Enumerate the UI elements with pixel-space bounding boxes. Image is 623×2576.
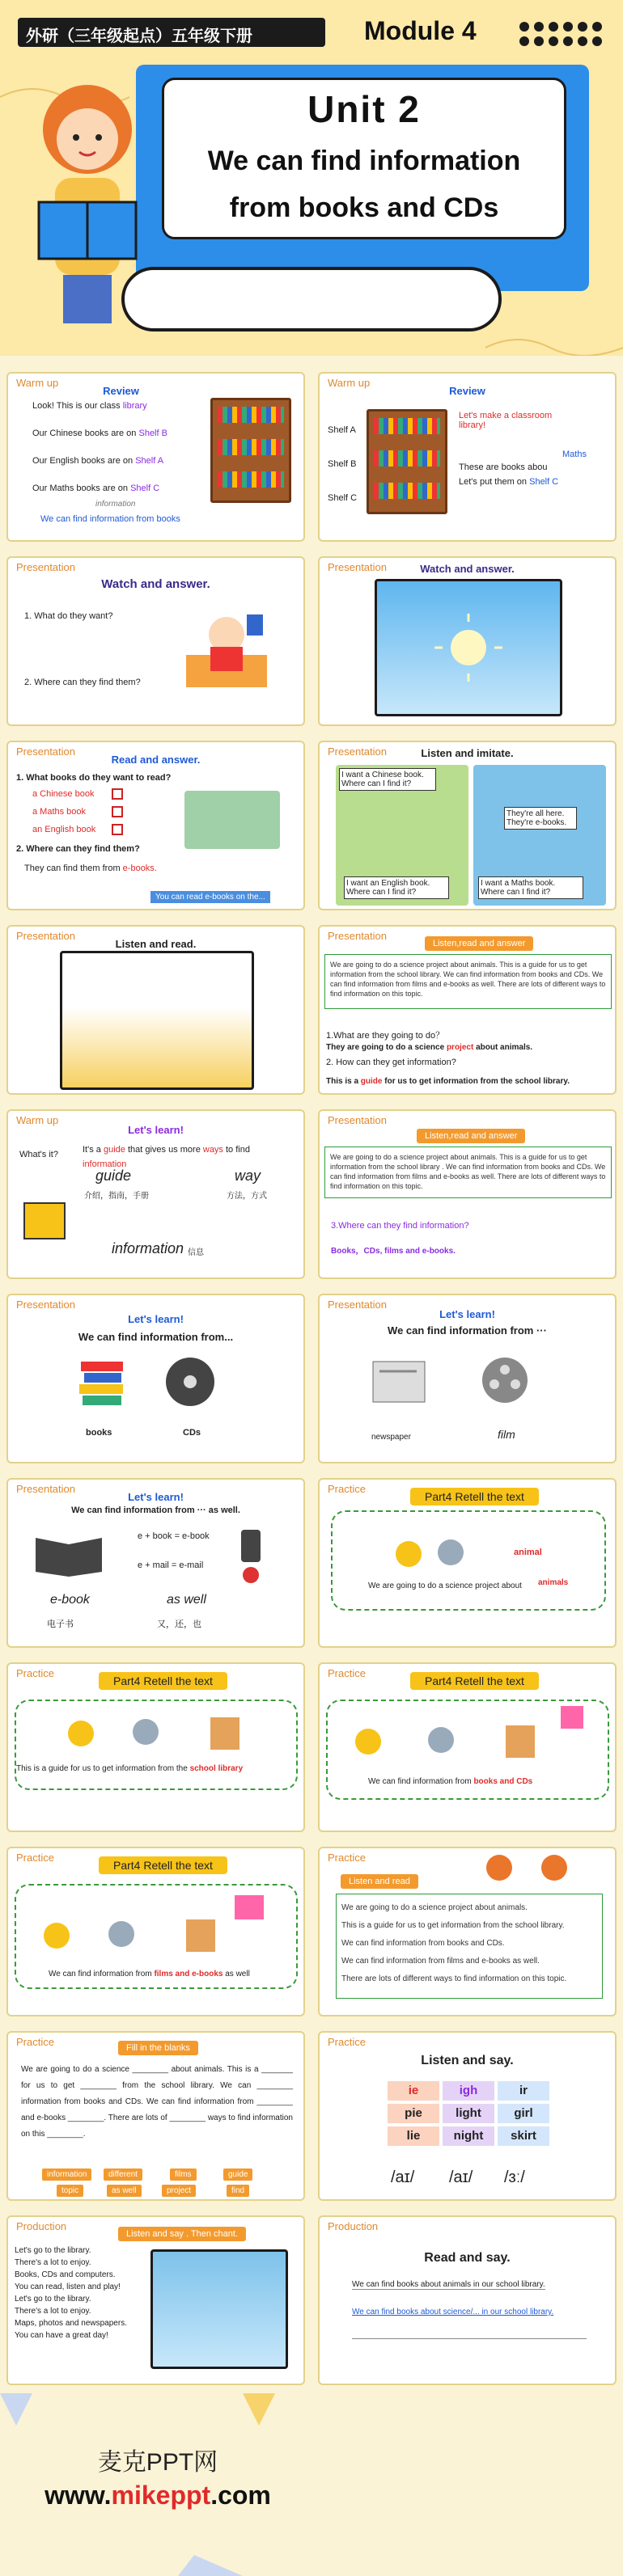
section-label: Presentation	[16, 1299, 75, 1311]
slide-title: Watch and answer.	[101, 577, 210, 591]
cloze-passage: We are going to do a science ________ about animals. This is a _______ for us to get ________ from the school library. We can ________ information from books and CDs. We can find information from ________ and e-books ________. There are lots of ________ ways to find information on this ________.	[21, 2065, 293, 2139]
section-label: Presentation	[328, 561, 387, 573]
instruction-pill: Part4 Retell the text	[99, 1672, 227, 1690]
sun-icon	[377, 581, 560, 714]
passage	[336, 1894, 603, 1999]
word-ebook: e-book	[50, 1593, 90, 1607]
phonics-cell: lie	[388, 2126, 439, 2146]
guidebook-icon	[16, 1192, 73, 1248]
whats-it: What's it?	[19, 1150, 58, 1159]
retell-line: We can find information from films and e-books as well	[49, 1970, 250, 1978]
checkbox-3[interactable]	[112, 824, 123, 835]
bookshelf-image	[367, 409, 447, 514]
phonics-grid	[388, 2081, 549, 2146]
phonics-cell: ie	[388, 2081, 439, 2101]
review-line-3: Our English books are on Shelf A	[32, 456, 164, 466]
instruction-pill: Fill in the blanks	[118, 2041, 198, 2055]
slide-retell-4	[6, 1847, 305, 2016]
video-frame[interactable]	[60, 951, 254, 1090]
checkbox-2[interactable]	[112, 806, 123, 817]
passage-line-5: There are lots of different ways to find information on this topic.	[341, 1974, 567, 1983]
instruction-pill: Listen,read and answer	[417, 1129, 525, 1143]
slide-chant	[6, 2215, 305, 2385]
section-label: Presentation	[328, 930, 387, 942]
retell-line: We can find information from books and CDs	[368, 1777, 533, 1786]
definition-info: information	[83, 1159, 127, 1169]
instruction-pill: Listen and read	[341, 1874, 418, 1889]
word-ebook-cn: 电子书	[47, 1620, 74, 1629]
section-label: Practice	[328, 1667, 366, 1679]
slide-watch-answer-1	[6, 556, 305, 726]
section-label: Presentation	[16, 930, 75, 942]
section-label: Warm up	[328, 377, 371, 389]
site-url[interactable]: www.mikeppt.com	[44, 2481, 271, 2510]
passage-line-4: We can find information from films and e-books as well.	[341, 1957, 540, 1966]
word-film: film	[498, 1428, 515, 1441]
slide-title: Let's learn!	[128, 1491, 184, 1503]
slide-title: Read and answer.	[111, 754, 201, 766]
question-2: 2. How can they get information?	[326, 1058, 456, 1067]
answer-2: They can find them from e-books.	[24, 864, 157, 873]
question-1: 1. What books do they want to read?	[16, 773, 172, 783]
film-reel-icon	[478, 1353, 532, 1407]
kids-illustration	[384, 1533, 481, 1573]
checkbox-1[interactable]	[112, 788, 123, 800]
chant-line: Maps, photos and newspapers.	[15, 2319, 127, 2328]
slide-title: Listen and say.	[421, 2054, 514, 2067]
reading-girl-illustration	[15, 73, 160, 332]
answer-2: This is a guide for us to get information from the school library.	[326, 1077, 570, 1086]
slide-retell-1	[318, 1478, 617, 1648]
section-label: Warm up	[16, 377, 59, 389]
books-icon	[78, 1353, 126, 1410]
chant-line: Books, CDs and computers.	[15, 2270, 116, 2279]
chant-line: Let's go to the library.	[15, 2295, 91, 2304]
word-as-well: as well	[167, 1593, 206, 1607]
slide-review-1	[6, 372, 305, 542]
slide-learn-guide	[6, 1109, 305, 1279]
option-1: a Chinese book	[32, 789, 95, 799]
maths-word: Maths	[562, 450, 587, 459]
retell-line: This is a guide for us to get information from the school library	[16, 1764, 244, 1773]
kids-reading-illustration	[178, 598, 275, 695]
speech-bubble-1: I want a Chinese book. Where can I find it?	[339, 768, 436, 791]
chant-line: You can have a great day!	[15, 2331, 108, 2340]
info-word: information	[95, 500, 136, 509]
section-label: Production	[16, 2220, 67, 2232]
slide-title: Read and say.	[424, 2251, 511, 2265]
shelf-b-label: Shelf B	[328, 459, 357, 469]
word-cds: CDs	[183, 1428, 201, 1438]
passage: We are going to do a science project about animals. This is a guide for us to get information from the school library. We can find information from books and CDs. We can find information from films and e-books as well. There are lots of different ways to find information on this topic.	[324, 954, 612, 1009]
question-1: 1. What do they want?	[24, 611, 113, 621]
review-line-2: Our Chinese books are on Shelf B	[32, 429, 167, 438]
phonics-cell: light	[443, 2104, 494, 2123]
newspaper-icon	[368, 1352, 433, 1408]
word-chip[interactable]: information	[42, 2168, 91, 2181]
word-information: information	[112, 1240, 184, 1256]
word-chip[interactable]: project	[162, 2185, 196, 2197]
option-3: an English book	[32, 825, 96, 834]
slide-listen-read-2	[318, 1847, 617, 2016]
phoneme-2: /aɪ/	[449, 2168, 473, 2186]
phonics-cell: girl	[498, 2104, 549, 2123]
shelf-a-label: Shelf A	[328, 425, 356, 435]
word-information-cn: 信息	[188, 1248, 204, 1257]
slide-title: Let's learn!	[439, 1308, 495, 1320]
question-2: 2. Where can they find them?	[24, 678, 141, 687]
retell-illustration	[57, 1712, 251, 1753]
shelf-c-label: Shelf C	[328, 493, 358, 503]
kids-heads-illustration	[481, 1852, 578, 1884]
word-as-well-cn: 又，还，也	[157, 1620, 201, 1629]
site-name: 麦克PPT网	[97, 2449, 218, 2476]
dots-decoration	[518, 19, 607, 49]
retell-line: We are going to do a science project about	[368, 1581, 522, 1590]
section-label: Presentation	[328, 745, 387, 758]
writing-line	[352, 2338, 587, 2339]
slide-title: Let's learn!	[128, 1313, 184, 1325]
word-guide: guide	[95, 1168, 132, 1184]
word-books: books	[86, 1428, 112, 1438]
title-bar	[121, 267, 502, 332]
chant-line: You can read, listen and play!	[15, 2283, 121, 2291]
word-guide-cn: 介绍，指南，手册	[84, 1192, 149, 1201]
review-line-1: Look! This is our class library	[32, 401, 147, 411]
caption: You can read e-books on the...	[150, 891, 270, 903]
make-library-line: Let's make a classroom library!	[459, 411, 553, 430]
section-label: Practice	[328, 1852, 366, 1864]
speech-bubble-4: I want a Maths book. Where can I find it?	[478, 876, 583, 899]
books-about-line: These are books abou	[459, 462, 548, 472]
word-way-cn: 方法，方式	[227, 1192, 267, 1201]
word-chip[interactable]: find	[227, 2185, 249, 2197]
model-sentence: We can find books about animals in our school library.	[352, 2280, 545, 2289]
slide-read-answer-3	[318, 1109, 617, 1279]
word-chip[interactable]: guide	[223, 2168, 252, 2181]
speech-bubble-2: They're all here. They're e-books.	[504, 807, 577, 830]
question-2: 2. Where can they find them?	[16, 844, 140, 854]
section-label: Presentation	[16, 745, 75, 758]
slide-title: Watch and answer.	[420, 563, 515, 575]
module-label: Module 4	[364, 16, 477, 45]
passage-line-2: This is a guide for us to get information from the school library.	[341, 1921, 565, 1930]
question-1: 1.What are they going to do？	[326, 1031, 445, 1041]
word-chip[interactable]: as well	[107, 2185, 142, 2197]
lesson-title-line2: from books and CDs	[229, 192, 499, 223]
option-2: a Maths book	[32, 807, 87, 817]
slide-read-answer-2	[318, 925, 617, 1095]
book-tag: 外研（三年级起点）五年级下册	[18, 18, 325, 47]
word-chip[interactable]: films	[170, 2168, 197, 2181]
chant-line: There's a lot to enjoy.	[15, 2307, 91, 2316]
instruction-pill: Part4 Retell the text	[410, 1488, 539, 1505]
slide-title: Let's learn!	[128, 1124, 184, 1136]
slide-read-say	[318, 2215, 617, 2385]
answer-animals: animals	[538, 1578, 569, 1587]
phone-icon	[236, 1528, 265, 1585]
slide-fill-blanks	[6, 2031, 305, 2201]
section-label: Presentation	[328, 1114, 387, 1126]
video-frame[interactable]	[150, 2249, 288, 2369]
lesson-title	[162, 137, 566, 231]
section-label: Practice	[16, 1667, 54, 1679]
instruction-pill: Listen,read and answer	[425, 936, 533, 951]
retell-illustration	[344, 1704, 587, 1761]
phoneme-1: /aɪ/	[391, 2168, 415, 2186]
slide-title: Review	[103, 385, 139, 397]
phonics-cell: skirt	[498, 2126, 549, 2146]
formula-email: e + mail = e-mail	[138, 1560, 204, 1570]
passage-line-3: We can find information from books and CDs.	[341, 1939, 505, 1948]
section-label: Presentation	[16, 1483, 75, 1495]
lesson-title-line1: We can find information	[207, 146, 521, 176]
slide-phonics	[318, 2031, 617, 2201]
section-label: Presentation	[16, 561, 75, 573]
slide-learn-ebook	[6, 1478, 305, 1648]
instruction-pill: Listen and say . Then chant.	[118, 2227, 246, 2241]
section-label: Production	[328, 2220, 379, 2232]
answer-1: They are going to do a science project about animals.	[326, 1043, 533, 1052]
phonics-cell: pie	[388, 2104, 439, 2123]
word-chip[interactable]: topic	[57, 2185, 83, 2197]
video-frame[interactable]	[375, 579, 562, 716]
section-label: Practice	[328, 2036, 366, 2048]
word-chip[interactable]: different	[104, 2168, 142, 2181]
review-line-4: Our Maths books are on Shelf C	[32, 484, 160, 493]
slide-learn-newspaper-film	[318, 1294, 617, 1463]
passage-line-1: We are going to do a science project about animals.	[341, 1903, 528, 1912]
slide-watch-answer-2	[318, 556, 617, 726]
bookshelf-image	[210, 398, 291, 503]
slide-subtitle: We can find information from...	[78, 1331, 234, 1343]
word-way: way	[235, 1168, 261, 1184]
section-label: Practice	[16, 1852, 54, 1864]
answer-3: Books，CDs, films and e-books.	[331, 1247, 456, 1256]
slide-subtitle: We can find information from ··· as well.	[71, 1505, 240, 1515]
kids-image	[184, 791, 280, 849]
phonics-cell: igh	[443, 2081, 494, 2101]
section-label: Practice	[16, 2036, 54, 2048]
instruction-pill: Part4 Retell the text	[410, 1672, 539, 1690]
review-bottom: We can find information from books	[40, 514, 180, 524]
slide-review-2	[318, 372, 617, 542]
definition-line: It's a guide that gives us more ways to find	[83, 1145, 250, 1155]
unit-title: Unit 2	[307, 88, 421, 130]
open-book-icon	[32, 1530, 105, 1578]
speech-bubble-3: I want an English book. Where can I find it?	[344, 876, 449, 899]
chant-line: Let's go to the library.	[15, 2246, 91, 2255]
slide-retell-2	[6, 1662, 305, 1832]
slide-listen-imitate	[318, 741, 617, 910]
phonics-cell: night	[443, 2126, 494, 2146]
phonics-cell: ir	[498, 2081, 549, 2101]
phoneme-3: /ɜː/	[504, 2168, 525, 2186]
slide-learn-books-cds	[6, 1294, 305, 1463]
practice-sentence: We can find books about science/... in our school library.	[352, 2308, 554, 2316]
slide-read-answer	[6, 741, 305, 910]
section-label: Presentation	[328, 1299, 387, 1311]
slide-subtitle: We can find information from ···	[388, 1324, 547, 1337]
instruction-pill: Part4 Retell the text	[99, 1856, 227, 1874]
section-label: Warm up	[16, 1114, 59, 1126]
question-3: 3.Where can they find information?	[331, 1221, 469, 1231]
chant-text	[15, 2244, 127, 2342]
retell-illustration	[32, 1890, 275, 1963]
passage: We are going to do a science project about animals. This is a guide for us to get information from the school library . We can find information from books and CDs. We can find information from films and e-books as well. There are lots of different ways to find information on this topic.	[324, 1147, 612, 1198]
chant-line: There's a lot to enjoy.	[15, 2258, 91, 2267]
cd-icon	[163, 1355, 217, 1408]
formula-ebook: e + book = e-book	[138, 1531, 210, 1541]
slide-retell-3	[318, 1662, 617, 1832]
answer-animal: animal	[514, 1548, 542, 1557]
slide-title: Listen and read.	[115, 938, 197, 950]
section-label: Practice	[328, 1483, 366, 1495]
slide-listen-read	[6, 925, 305, 1095]
word-newspaper: newspaper	[371, 1433, 411, 1442]
put-on-line: Let's put them on Shelf C	[459, 477, 559, 487]
slide-title: Listen and imitate.	[421, 747, 514, 759]
slide-title: Review	[449, 385, 485, 397]
